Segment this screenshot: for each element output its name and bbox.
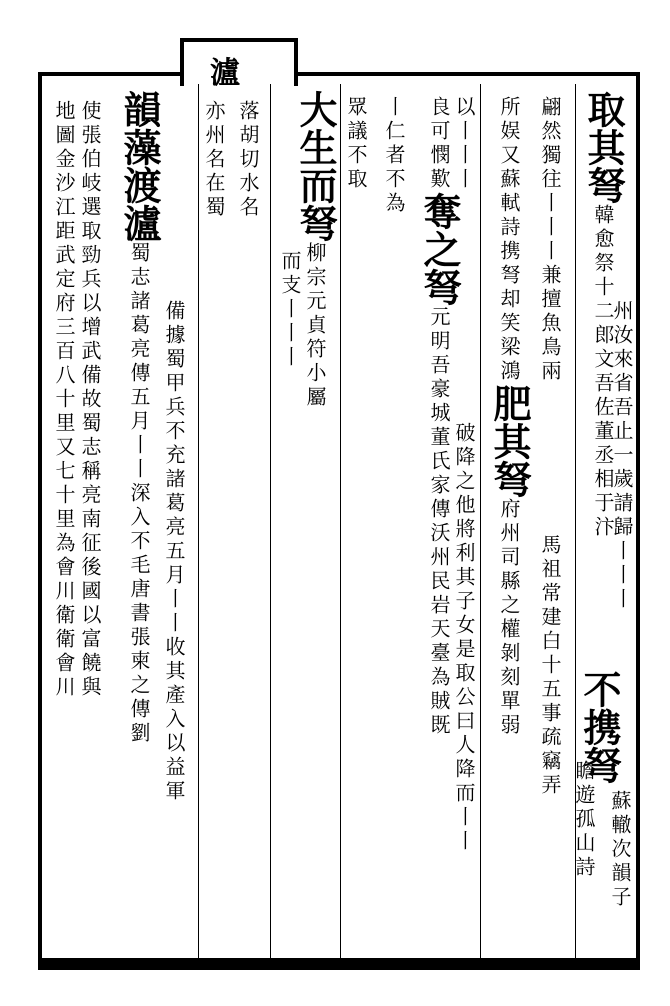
- text-column: 蘇轍次韻子: [608, 790, 632, 910]
- text-column: 而支丨丨丨: [278, 250, 302, 370]
- text-column: 地圖金沙江距武定府三百八十里又七十里為會川衛衛會川: [52, 100, 76, 700]
- text-column: 使張伯岐選取勁兵以增武備故蜀志稱亮南征後國以富饒與: [78, 100, 102, 700]
- text-column: 備據蜀甲兵不充諸葛亮五月丨丨收其產入以益軍: [162, 300, 186, 804]
- text-column: 取其弩韓愈祭十二郎文吾佐董丞相于汴: [581, 90, 626, 540]
- text-column: 瞻遊孤山詩: [572, 760, 596, 880]
- text-column: 韻藻渡瀘蜀志諸葛亮傳五月丨丨深入不毛唐書張柬之傳劉: [117, 90, 162, 746]
- bottom-border-bar: [38, 958, 640, 970]
- text-column: 不携弩: [577, 670, 622, 784]
- text-column: 亦州名在蜀: [202, 100, 226, 220]
- text-column: 翩然獨往丨丨丨兼擅魚鳥兩馬祖常建白十五事疏竊弄: [538, 96, 562, 798]
- text-column: 大生而弩柳宗元貞符小屬: [293, 90, 338, 410]
- column-rule: [198, 84, 199, 960]
- column-rule: [270, 84, 271, 960]
- column-rule: [480, 84, 481, 960]
- text-column: 眾議不取: [344, 96, 368, 192]
- text-column: 州汝來省吾止一歲請歸丨丨丨: [610, 300, 634, 612]
- column-rule: [340, 84, 341, 960]
- text-column: 落胡切水名: [236, 100, 260, 220]
- text-column: 丨仁者不為: [382, 96, 406, 216]
- text-column: 良可憫歎奪之弩元明吾豪城董氏家傳沃州民岩天臺為賊既: [417, 96, 462, 738]
- text-column: 所娱又蘇軾詩携弩却笑梁鴻肥其弩府州司縣之權剝刻單弱: [487, 96, 532, 738]
- title-tab-label: 瀘: [210, 56, 240, 91]
- text-column: 以丨丨丨破降之他將利其子女是取公曰人降而丨丨: [452, 96, 476, 854]
